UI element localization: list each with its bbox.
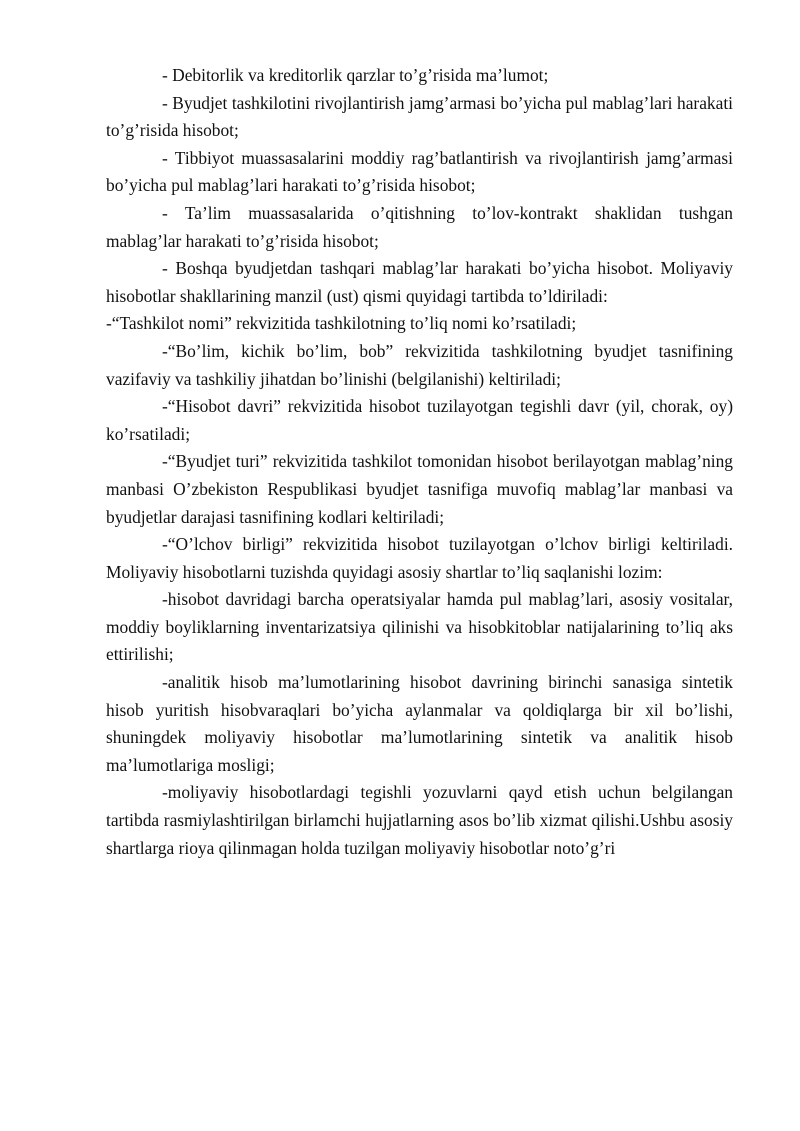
paragraph-reporting-period: -“Hisobot davri” rekvizitida hisobot tuzilayotgan tegishli davr (yil, chorak, oy) ko’rsatiladi; (106, 396, 733, 444)
paragraph-off-budget-report: - Boshqa byudjetdan tashqari mablag’lar harakati bo’yicha hisobot. Moliyaviy hisobotlar shakllarining manzil (ust) qismi quyidagi tartibda to’ldiriladi: (106, 258, 733, 306)
paragraph-education-contract-report: - Ta’lim muassasalarida o’qitishning to’lov-kontrakt shaklidan tushgan mablag’lar harakati to’g’risida hisobot; (106, 202, 733, 251)
paragraph-unit-of-measure: -“O’lchov birligi” rekvizitida hisobot tuzilayotgan o’lchov birligi keltiriladi. Moliyaviy hisobotlarni tuzishda quyidagi asosiy shartlar to’liq saqlanishi lozim: (106, 534, 733, 582)
paragraph-budget-type: -“Byudjet turi” rekvizitida tashkilot tomonidan hisobot berilayotgan mablag’ning manbasi O’zbekiston Respublikasi byudjet tasnifiga muvofiq mablag’lar manbasi va byudjetlar darajasi tasnifining kodlari keltiriladi; (106, 451, 733, 527)
paragraph-analytic-accounting: -analitik hisob ma’lumotlarining hisobot davrining birinchi sanasiga sintetik hisob yuritish hisobvaraqlari bo’yicha aylanmalar va qoldiqlarga bir xil bo’lishi, shuningdek moliyaviy hisobotlar ma’lumotlarining sintetik va analitik hisob ma’lumotlariga mosligi; (106, 672, 733, 775)
paragraph-receivables-info: - Debitorlik va kreditorlik qarzlar to’g’risida ma’lumot; (162, 65, 549, 85)
document-page (106, 62, 733, 862)
paragraph-development-fund-report: - Byudjet tashkilotini rivojlantirish jamg’armasi bo’yicha pul mablag’lari harakati to’g’risida hisobot; (106, 92, 733, 141)
paragraph-medical-fund-report: - Tibbiyot muassasalarini moddiy rag’batlantirish va rivojlantirish jamg’armasi bo’yicha pul mablag’lari harakati to’g’risida hisobot; (106, 147, 733, 196)
paragraph-department-section: -“Bo’lim, kichik bo’lim, bob” rekvizitida tashkilotning byudjet tasnifining vazifaviy va tashkiliy jihatdan bo’linishi (belgilanishi) keltiriladi; (106, 340, 733, 389)
paragraph-inventory-conditions: -hisobot davridagi barcha operatsiyalar hamda pul mablag’lari, asosiy vositalar, moddiy boyliklarning inventarizatsiya qilinishi va hisobkitoblar natijalarining to’liq aks ettirilishi; (106, 589, 733, 665)
paragraph-organization-name: -“Tashkilot nomi” rekvizitida tashkilotning to’liq nomi ko’rsatiladi; (106, 313, 577, 334)
paragraph-primary-documents: -moliyaviy hisobotlardagi tegishli yozuvlarni qayd etish uchun belgilangan tartibda rasmiylashtirilgan birlamchi hujjatlarning asos bo’lib xizmat qilishi.Ushbu asosiy shartlarga rioya qilinmagan holda tuzilgan moliyaviy hisobotlar noto’g’ri (106, 782, 733, 858)
